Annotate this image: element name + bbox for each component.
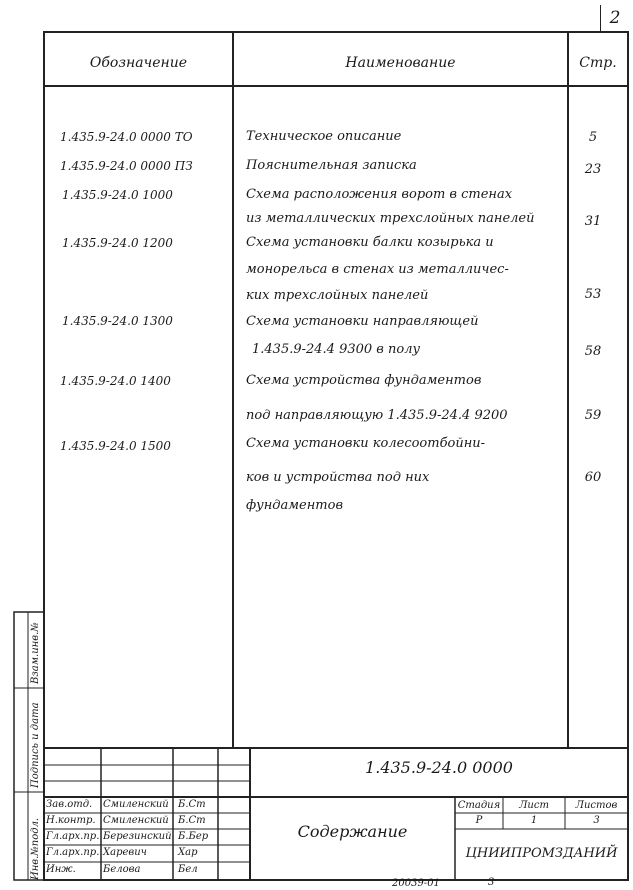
row-code: 1.435.9-24.0 0000 ПЗ (60, 159, 193, 173)
staff-signature: Б.Ст (178, 815, 206, 826)
doc-title: Содержание (297, 822, 408, 841)
sheets-value: 3 (593, 815, 600, 826)
sheet-value: 1 (530, 815, 538, 826)
staff-name: Смиленский (103, 799, 169, 810)
staff-role: Гл.арх.пр. (46, 831, 100, 842)
row-name-line: из металлических трехслойных панелей (246, 211, 535, 226)
staff-signature: Б.Ст (178, 799, 206, 810)
archive-number: 20039-01 (392, 878, 440, 889)
staff-name: Смиленский (103, 815, 169, 826)
staff-signature: Бел (178, 864, 198, 875)
row-name-line: 1.435.9-24.4 9300 в полу (252, 342, 421, 357)
sheet-label: Лист (519, 800, 549, 811)
row-page: 53 (584, 287, 602, 302)
staff-signature: Хар (178, 847, 198, 858)
staff-role: Инж. (46, 864, 76, 875)
staff-signature: Б.Бер (178, 831, 209, 842)
row-page: 59 (584, 408, 602, 423)
organization: ЦНИИПРОМЗДАНИЙ (465, 846, 618, 861)
row-name-line: Схема установки колесоотбойни- (246, 436, 486, 451)
row-code: 1.435.9-24.0 1000 (62, 188, 173, 202)
staff-name: Белова (103, 864, 141, 875)
row-name-line: Схема установки балки козырька и (246, 235, 494, 250)
header-designation: Обозначение (89, 55, 188, 71)
staff-role: Зав.отд. (46, 799, 93, 810)
row-page: 5 (588, 130, 598, 145)
row-page: 58 (584, 344, 602, 359)
row-page: 31 (584, 214, 602, 229)
row-page: 60 (584, 470, 602, 485)
row-code: 1.435.9-24.0 1200 (62, 236, 173, 250)
side-label-inv-orig: Инв.№подл. (30, 817, 41, 880)
side-label-sign-date: Подпись и дата (30, 702, 41, 788)
row-name-line: Схема расположения ворот в стенах (246, 187, 513, 202)
row-code: 1.435.9-24.0 1300 (62, 314, 173, 328)
row-name-line: под направляющую 1.435.9-24.4 9200 (246, 408, 508, 423)
row-code: 1.435.9-24.0 1500 (60, 439, 171, 453)
staff-role: Гл.арх.пр. (46, 847, 100, 858)
row-name-line: ков и устройства под них (246, 470, 430, 485)
staff-name: Харевич (103, 847, 147, 858)
copy-number: 3 (488, 877, 495, 888)
row-name-line: Схема установки направляющей (246, 314, 479, 329)
row-name-line: ких трехслойных панелей (246, 288, 429, 303)
staff-role: Н.контр. (46, 815, 96, 826)
row-page: 23 (584, 162, 602, 177)
row-name-line: Схема устройства фундаментов (246, 373, 482, 388)
sheets-label: Листов (575, 800, 618, 811)
staff-name: Березинский (103, 831, 172, 842)
row-name-line: монорельса в стенах из металличес- (246, 262, 509, 277)
row-name-line: Техническое описание (246, 129, 402, 144)
side-label-replace-inv: Взам.инв.№ (30, 622, 41, 684)
row-name-line: Пояснительная записка (246, 158, 417, 173)
page-number: 2 (600, 5, 629, 32)
stage-label: Стадия (457, 800, 501, 811)
row-code: 1.435.9-24.0 1400 (60, 374, 171, 388)
row-code: 1.435.9-24.0 0000 ТО (60, 130, 193, 144)
row-name-line: фундаментов (246, 498, 344, 513)
header-page: Стр. (579, 55, 617, 71)
stage-value: Р (475, 815, 483, 826)
doc-code: 1.435.9-24.0 0000 (365, 758, 513, 777)
header-name: Наименование (345, 55, 456, 71)
